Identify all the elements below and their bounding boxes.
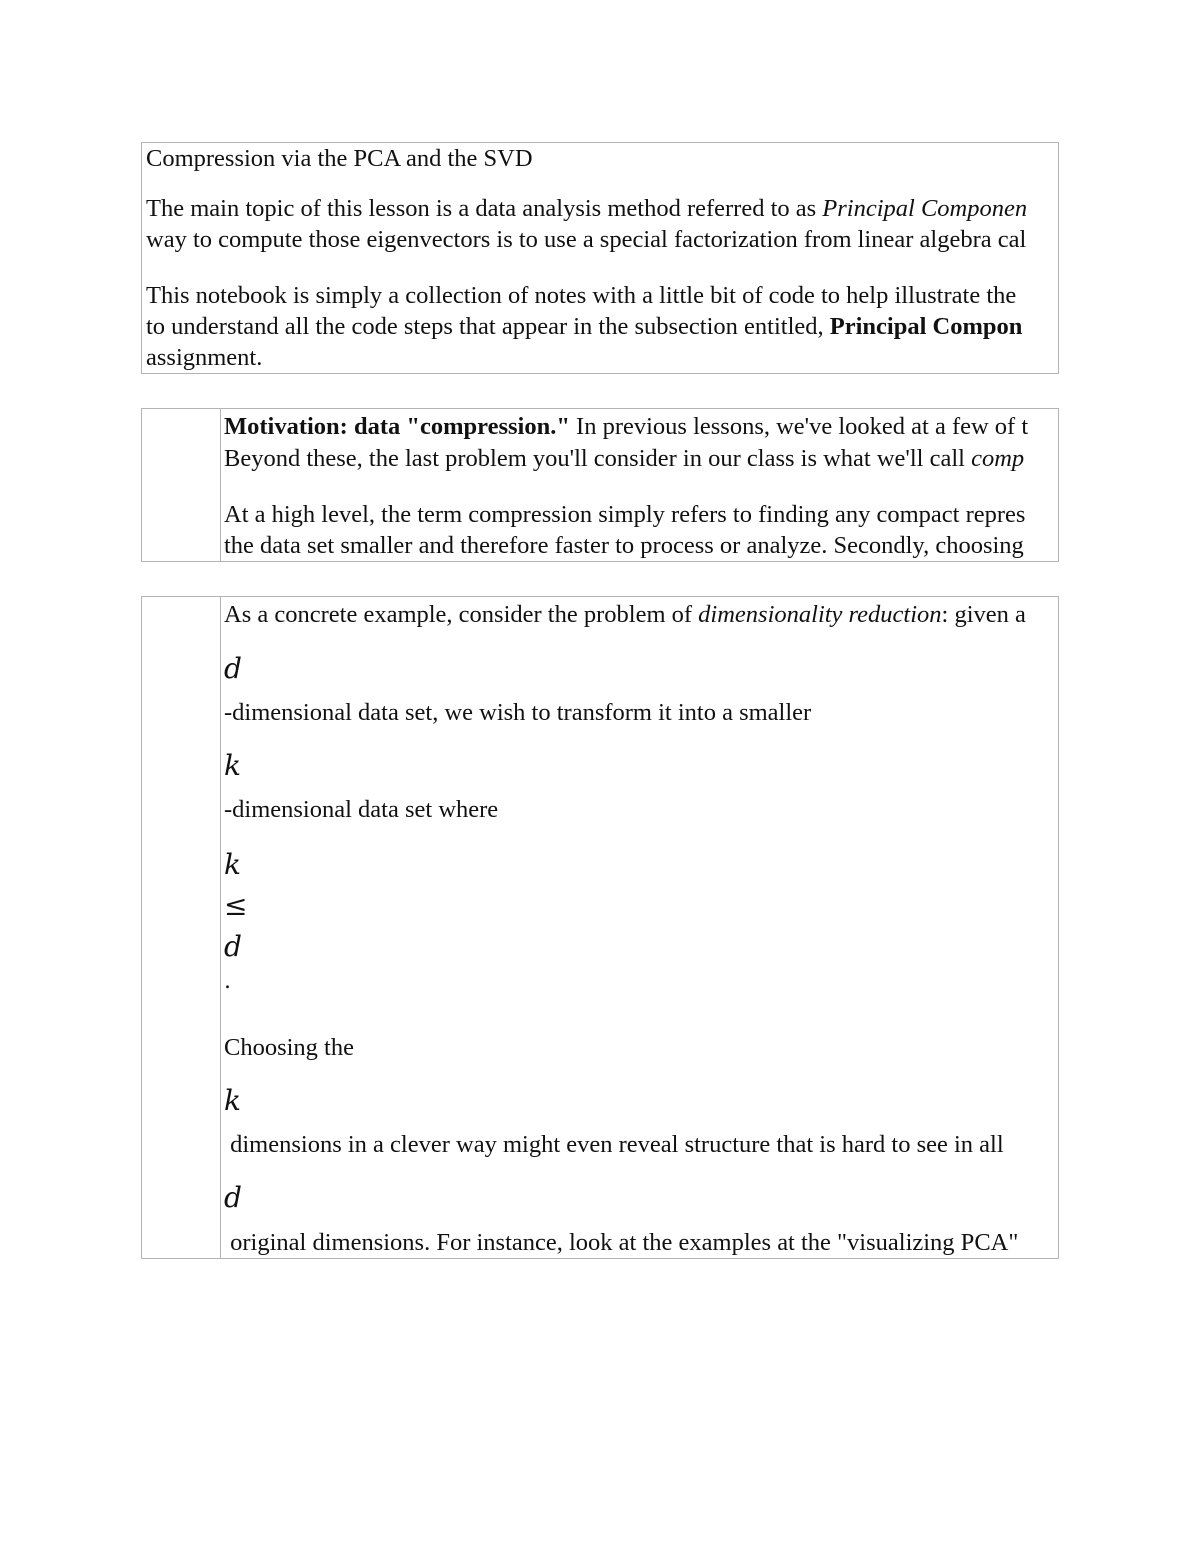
strong-subsection-title: Principal Compon — [829, 313, 1023, 340]
text-span: As a concrete example, consider the problem of — [224, 601, 699, 628]
example-line-3: -dimensional data set where — [224, 796, 499, 823]
compression-paragraph-line-1: At a high level, the term compression simply refers to finding any compact repres — [224, 501, 1026, 528]
notes-paragraph-line-2 — [146, 313, 1022, 341]
notes-paragraph-line-1: This notebook is simply a collection of notes with a little bit of code to help illustrate the — [146, 282, 1017, 309]
emphasis-dimensionality-reduction: dimensionality reduction — [698, 601, 942, 628]
math-d: d — [224, 930, 242, 963]
notes-paragraph-line-3: assignment. — [146, 344, 263, 371]
emphasis-compression: comp — [971, 445, 1025, 472]
notebook-title: Compression via the PCA and the SVD — [146, 145, 533, 172]
motivation-line-2 — [224, 445, 1024, 473]
markdown-cell-intro[interactable] — [141, 142, 1059, 374]
cell-prompt-area — [142, 597, 221, 1258]
markdown-cell-motivation[interactable] — [141, 408, 1059, 562]
math-k: k — [224, 1084, 241, 1117]
math-k: k — [224, 848, 241, 881]
compression-paragraph-line-2: the data set smaller and therefore faster to process or analyze. Secondly, choosing — [224, 532, 1024, 559]
text-span: The main topic of this lesson is a data analysis method referred to as — [146, 195, 823, 222]
motivation-line-1 — [224, 413, 1028, 441]
example-line-5: dimensions in a clever way might even reveal structure that is hard to see in all — [224, 1131, 1004, 1158]
math-leq-symbol: ≤ — [224, 889, 248, 922]
intro-paragraph-line-1 — [146, 195, 1027, 223]
math-k: k — [224, 749, 241, 782]
example-line-2: -dimensional data set, we wish to transform it into a smaller — [224, 699, 812, 726]
example-line-6: original dimensions. For instance, look at the examples at the "visualizing PCA" — [224, 1229, 1025, 1256]
text-span: to understand all the code steps that appear in the subsection entitled, — [146, 313, 830, 340]
emphasis-pca-term: Principal Componen — [822, 195, 1028, 222]
cell-prompt-area — [142, 409, 221, 561]
text-span: : given a — [941, 601, 1026, 628]
intro-paragraph-line-2: way to compute those eigenvectors is to use a special factorization from linear algebra cal — [146, 226, 1027, 253]
markdown-cell-dimensionality[interactable] — [141, 596, 1059, 1259]
text-span: In previous lessons, we've looked at a few of t — [569, 413, 1029, 440]
example-line-4: Choosing the — [224, 1034, 354, 1061]
math-d: d — [224, 1181, 242, 1214]
example-line-1 — [224, 601, 1026, 629]
strong-motivation-heading: Motivation: data "compression." — [224, 413, 570, 440]
math-d: d — [224, 652, 242, 685]
text-span: Beyond these, the last problem you'll consider in our class is what we'll call — [224, 445, 972, 472]
math-period: . — [224, 969, 231, 994]
